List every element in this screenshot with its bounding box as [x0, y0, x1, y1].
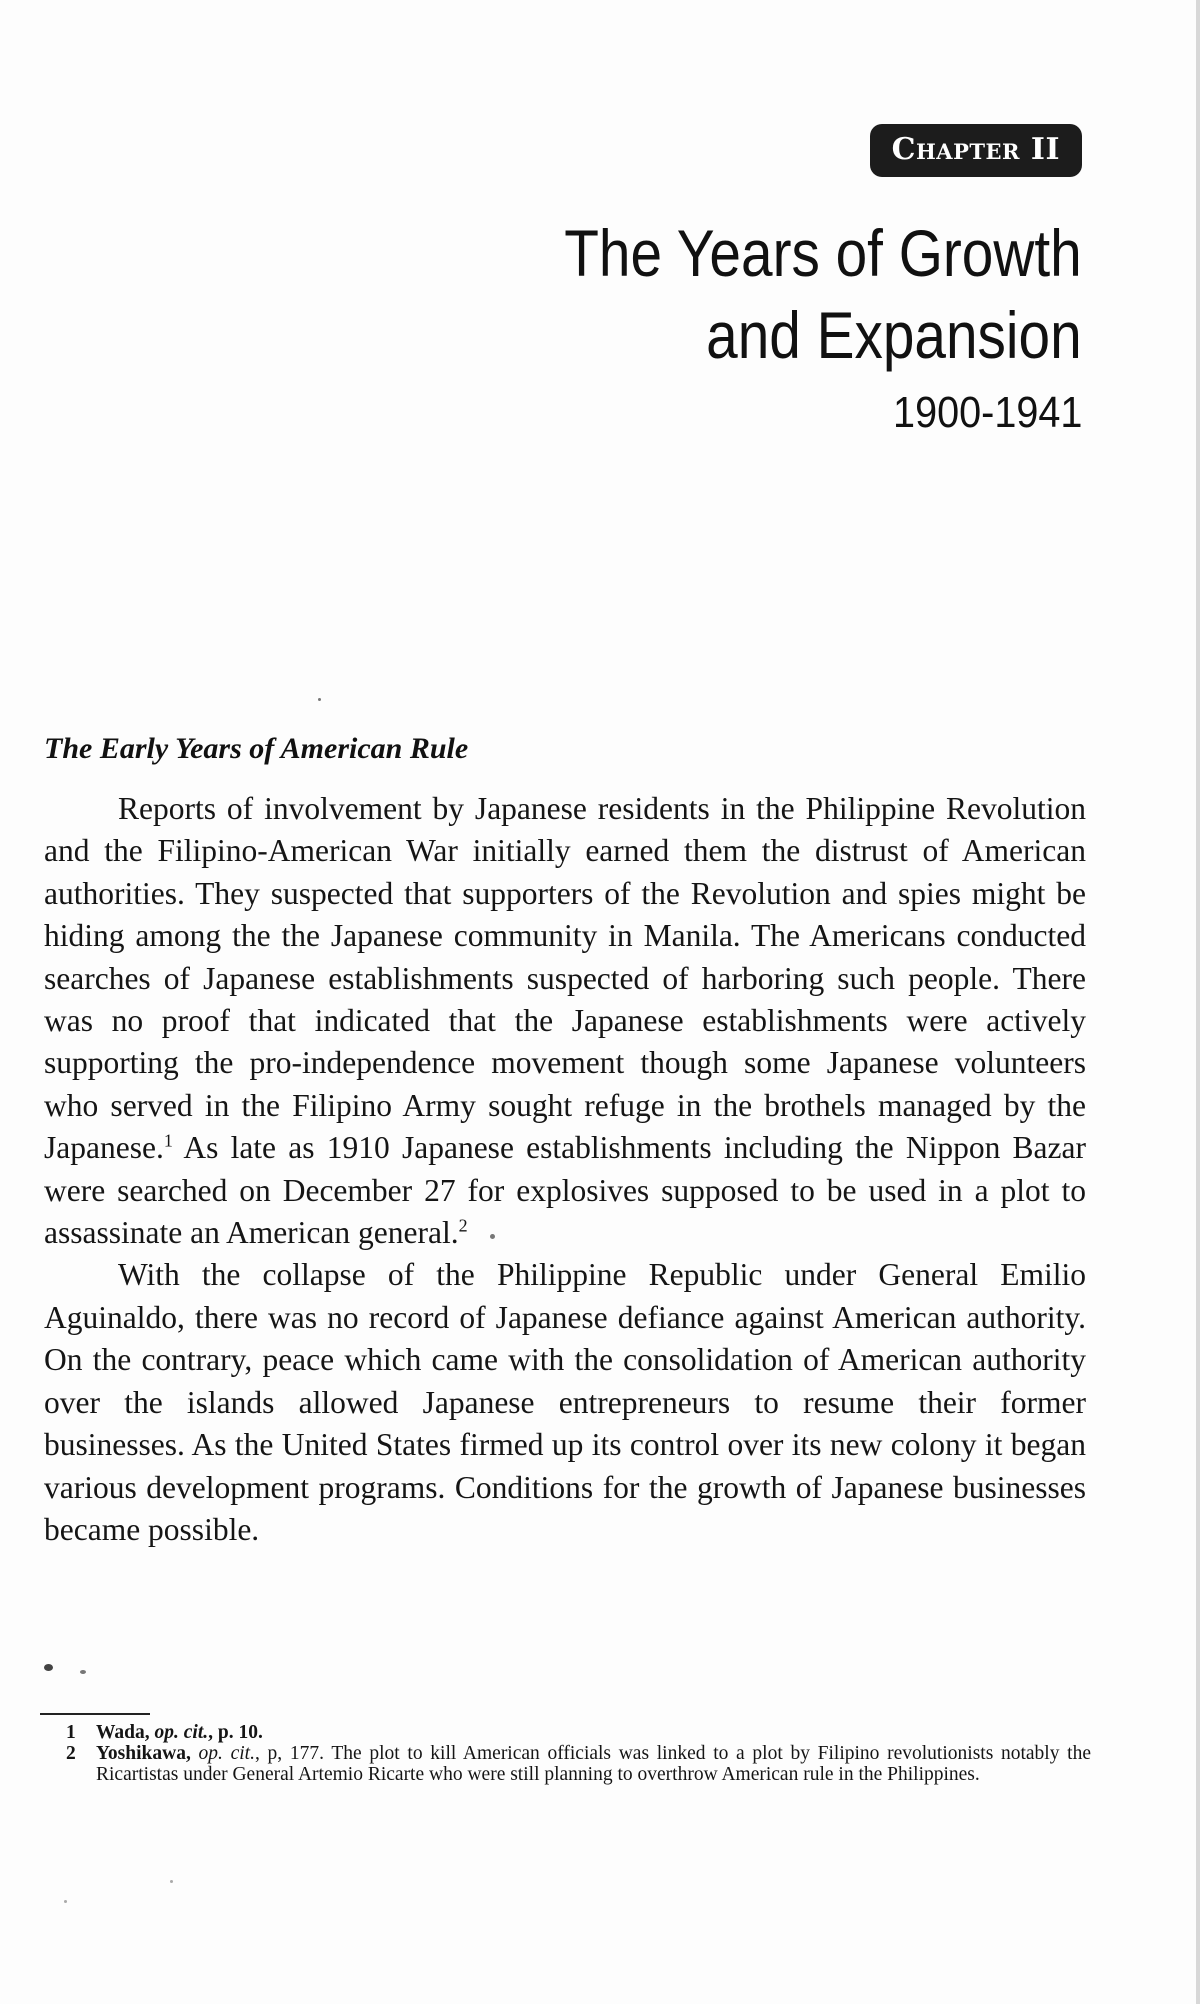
paragraph-1 — [44, 788, 1086, 1254]
footnote-divider — [40, 1713, 150, 1715]
footnote-ref-1: 1 — [163, 1130, 173, 1151]
footnote-citation: op. cit. — [154, 1722, 209, 1743]
chapter-badge — [870, 124, 1082, 177]
scan-speck — [170, 1880, 173, 1883]
chapter-title — [565, 212, 1082, 376]
footnote-rest: , p. 10. — [208, 1722, 263, 1743]
chapter-years: 1900-1941 — [892, 388, 1082, 437]
footnote-number: 2 — [66, 1743, 76, 1764]
footnote-citation: op. cit. — [198, 1743, 255, 1764]
scan-speck — [80, 1670, 86, 1674]
paragraph-1-part-b: As late as 1910 Japanese establishments including the Nippon Bazar were searched on December 27 for explosives supposed to be used in a plot to assassinate an American general. — [44, 1130, 1086, 1251]
footnote-2 — [66, 1743, 1091, 1785]
footnotes — [66, 1722, 1091, 1785]
chapter-label: Chapter II — [891, 132, 1060, 167]
paragraph-1-part-a: Reports of involvement by Japanese residents in the Philippine Revolution and the Filipino-American War initially earned them the distrust of American authorities. They suspected that supporters of the Revolution and spies might be hiding among the the Japanese community in Manila. The Americans conducted searches of Japanese establishments suspected of harboring such people. There was no proof that indicated that the Japanese establishments were actively supporting the pro-independence movement though some Japanese volunteers who served in the Filipino Army sought refuge in the brothels managed by the Japanese. — [44, 791, 1086, 1166]
paragraph-2: With the collapse of the Philippine Republic under General Emilio Aguinaldo, there was no record of Japanese defiance against American authority. On the contrary, peace which came with the consolidation of American authority over the islands allowed Japanese entrepreneurs to resume their former businesses. As the United States firmed up its control over its new colony it began various development programs. Conditions for the growth of Japanese businesses became possible. — [44, 1257, 1086, 1547]
footnote-1 — [66, 1722, 1091, 1743]
footnote-text — [96, 1743, 1091, 1785]
section-heading: The Early Years of American Rule — [44, 732, 469, 765]
footnote-ref-2: 2 — [458, 1215, 468, 1236]
footnote-rest: , p, 177. The plot to kill American officials was linked to a plot by Filipino revolutionists notably the Ricartistas under General Artemio Ricarte who were still planning to overthrow American rule in the Philippines. — [96, 1743, 1091, 1785]
footnote-text — [96, 1722, 1091, 1743]
scan-speck — [44, 1664, 53, 1671]
chapter-title-line-1: The Years of Growth — [564, 216, 1082, 290]
scan-speck — [490, 1234, 495, 1239]
scan-speck — [64, 1900, 67, 1903]
footnote-author: Wada, — [96, 1722, 155, 1743]
chapter-title-line-2: and Expansion — [706, 298, 1082, 372]
scan-speck — [318, 698, 321, 701]
footnote-author: Yoshikawa, — [96, 1743, 199, 1764]
footnote-number: 1 — [66, 1722, 76, 1743]
body-text — [44, 788, 1086, 1551]
